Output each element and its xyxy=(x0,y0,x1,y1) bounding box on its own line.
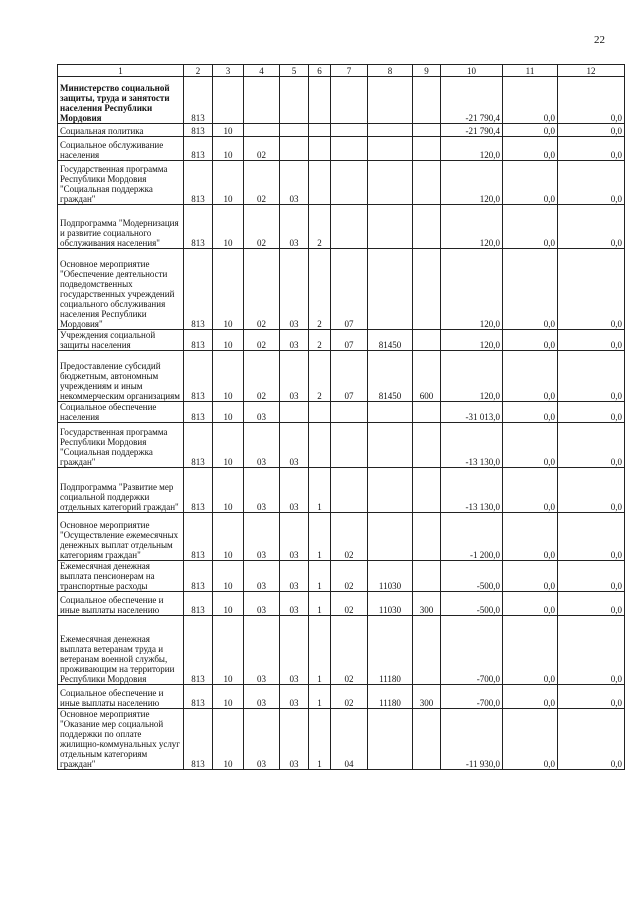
code-subsection: 02 xyxy=(244,351,280,402)
code-subsection xyxy=(244,124,280,137)
code-section: 10 xyxy=(213,402,244,423)
amount-year-2: 0,0 xyxy=(503,616,558,685)
amount-year-2: 0,0 xyxy=(503,592,558,616)
amount-year-2: 0,0 xyxy=(503,468,558,513)
code-subsection: 02 xyxy=(244,249,280,330)
amount-change: -13 130,0 xyxy=(441,423,503,468)
row-name: Государственная программа Республики Мордовия "Социальная поддержка граждан" xyxy=(58,423,184,468)
code-section: 10 xyxy=(213,249,244,330)
code-subprogram xyxy=(309,161,331,205)
row-name: Основное мероприятие "Осуществление ежемесячных денежных выплат отдельным категориям граждан" xyxy=(58,513,184,561)
amount-year-2: 0,0 xyxy=(503,330,558,351)
row-name: Основное мероприятие "Обеспечение деятельности подведомственных государственных учреждений социального обслуживания населения Республики Мордовия" xyxy=(58,249,184,330)
column-header: 6 xyxy=(309,65,331,77)
code-section: 10 xyxy=(213,513,244,561)
code-section: 10 xyxy=(213,423,244,468)
amount-year-3: 0,0 xyxy=(558,616,625,685)
code-program: 03 xyxy=(280,592,309,616)
table-row xyxy=(58,592,625,616)
code-subprogram: 1 xyxy=(309,616,331,685)
code-expense-type xyxy=(413,124,441,137)
code-ministry: 813 xyxy=(184,616,213,685)
table-row xyxy=(58,124,625,137)
row-name: Подпрограмма "Модернизация и развитие социального обслуживания населения" xyxy=(58,205,184,249)
row-name: Социальное обеспечение и иные выплаты населению xyxy=(58,592,184,616)
code-ministry: 813 xyxy=(184,77,213,124)
code-subprogram: 1 xyxy=(309,468,331,513)
code-expense-type: 300 xyxy=(413,685,441,709)
code-subprogram xyxy=(309,423,331,468)
amount-year-3: 0,0 xyxy=(558,561,625,592)
code-activity: 02 xyxy=(331,685,368,709)
amount-year-3: 0,0 xyxy=(558,124,625,137)
code-program: 03 xyxy=(280,423,309,468)
code-activity: 02 xyxy=(331,592,368,616)
code-activity: 04 xyxy=(331,709,368,770)
amount-year-3: 0,0 xyxy=(558,709,625,770)
amount-change: 120,0 xyxy=(441,205,503,249)
code-direction xyxy=(368,77,413,124)
code-section: 10 xyxy=(213,124,244,137)
code-activity xyxy=(331,205,368,249)
code-section xyxy=(213,77,244,124)
code-activity: 07 xyxy=(331,351,368,402)
amount-year-3: 0,0 xyxy=(558,330,625,351)
code-direction xyxy=(368,513,413,561)
amount-year-2: 0,0 xyxy=(503,561,558,592)
column-header: 11 xyxy=(503,65,558,77)
code-ministry: 813 xyxy=(184,205,213,249)
row-name: Социальное обеспечение и иные выплаты населению xyxy=(58,685,184,709)
table-row xyxy=(58,351,625,402)
code-direction xyxy=(368,137,413,161)
code-subsection: 03 xyxy=(244,561,280,592)
table-row xyxy=(58,709,625,770)
code-subsection: 03 xyxy=(244,423,280,468)
column-header: 8 xyxy=(368,65,413,77)
code-subsection: 03 xyxy=(244,468,280,513)
table-row xyxy=(58,685,625,709)
table-row xyxy=(58,161,625,205)
code-subsection: 03 xyxy=(244,616,280,685)
code-direction xyxy=(368,468,413,513)
row-name: Подпрограмма "Развитие мер социальной поддержки отдельных категорий граждан" xyxy=(58,468,184,513)
code-ministry: 813 xyxy=(184,330,213,351)
code-ministry: 813 xyxy=(184,592,213,616)
code-program xyxy=(280,77,309,124)
code-subsection: 03 xyxy=(244,685,280,709)
amount-year-3: 0,0 xyxy=(558,513,625,561)
amount-change: -31 013,0 xyxy=(441,402,503,423)
amount-year-2: 0,0 xyxy=(503,351,558,402)
code-direction xyxy=(368,205,413,249)
code-direction: 11030 xyxy=(368,592,413,616)
code-section: 10 xyxy=(213,351,244,402)
amount-year-2: 0,0 xyxy=(503,709,558,770)
code-program: 03 xyxy=(280,685,309,709)
code-section: 10 xyxy=(213,161,244,205)
code-subprogram: 1 xyxy=(309,561,331,592)
code-subprogram xyxy=(309,402,331,423)
code-subsection: 02 xyxy=(244,161,280,205)
code-expense-type xyxy=(413,468,441,513)
amount-year-2: 0,0 xyxy=(503,205,558,249)
amount-change: -500,0 xyxy=(441,561,503,592)
code-activity: 02 xyxy=(331,513,368,561)
code-ministry: 813 xyxy=(184,402,213,423)
code-subsection: 02 xyxy=(244,205,280,249)
row-name: Основное мероприятие "Оказание мер социальной поддержки по оплате жилищно-коммунальных услуг отдельным категориям граждан" xyxy=(58,709,184,770)
amount-year-3: 0,0 xyxy=(558,468,625,513)
code-activity xyxy=(331,137,368,161)
code-subsection: 02 xyxy=(244,137,280,161)
code-activity xyxy=(331,402,368,423)
code-section: 10 xyxy=(213,685,244,709)
code-program: 03 xyxy=(280,513,309,561)
amount-year-2: 0,0 xyxy=(503,249,558,330)
code-ministry: 813 xyxy=(184,513,213,561)
code-activity xyxy=(331,161,368,205)
code-ministry: 813 xyxy=(184,249,213,330)
code-ministry: 813 xyxy=(184,685,213,709)
code-subprogram xyxy=(309,137,331,161)
amount-year-2: 0,0 xyxy=(503,513,558,561)
code-expense-type xyxy=(413,513,441,561)
column-header: 3 xyxy=(213,65,244,77)
amount-year-2: 0,0 xyxy=(503,124,558,137)
code-expense-type xyxy=(413,330,441,351)
amount-year-3: 0,0 xyxy=(558,205,625,249)
column-header: 10 xyxy=(441,65,503,77)
column-header: 7 xyxy=(331,65,368,77)
amount-change: -1 200,0 xyxy=(441,513,503,561)
code-direction: 11180 xyxy=(368,685,413,709)
code-direction: 81450 xyxy=(368,330,413,351)
row-name: Государственная программа Республики Мордовия "Социальная поддержка граждан" xyxy=(58,161,184,205)
table-row xyxy=(58,137,625,161)
row-name: Предоставление субсидий бюджетным, автономным учреждениям и иным некоммерческим организациям xyxy=(58,351,184,402)
amount-change: -13 130,0 xyxy=(441,468,503,513)
amount-year-3: 0,0 xyxy=(558,137,625,161)
code-activity xyxy=(331,77,368,124)
code-expense-type xyxy=(413,616,441,685)
row-name: Ежемесячная денежная выплата ветеранам труда и ветеранам военной службы, проживающим на территории Республики Мордовия xyxy=(58,616,184,685)
code-expense-type xyxy=(413,402,441,423)
table-row xyxy=(58,330,625,351)
table-row xyxy=(58,468,625,513)
table-row xyxy=(58,423,625,468)
amount-change: -700,0 xyxy=(441,685,503,709)
row-name: Социальное обслуживание населения xyxy=(58,137,184,161)
amount-year-3: 0,0 xyxy=(558,351,625,402)
row-name: Ежемесячная денежная выплата пенсионерам на транспортные расходы xyxy=(58,561,184,592)
table-row xyxy=(58,249,625,330)
code-ministry: 813 xyxy=(184,423,213,468)
code-expense-type: 600 xyxy=(413,351,441,402)
code-expense-type xyxy=(413,249,441,330)
code-subsection: 02 xyxy=(244,330,280,351)
amount-year-3: 0,0 xyxy=(558,685,625,709)
column-header: 1 xyxy=(58,65,184,77)
code-subsection: 03 xyxy=(244,402,280,423)
code-section: 10 xyxy=(213,205,244,249)
code-expense-type xyxy=(413,137,441,161)
code-activity xyxy=(331,423,368,468)
code-program xyxy=(280,402,309,423)
code-direction xyxy=(368,249,413,330)
table-row xyxy=(58,402,625,423)
code-program: 03 xyxy=(280,468,309,513)
amount-year-2: 0,0 xyxy=(503,137,558,161)
code-expense-type xyxy=(413,77,441,124)
code-direction: 11180 xyxy=(368,616,413,685)
code-program: 03 xyxy=(280,161,309,205)
amount-year-3: 0,0 xyxy=(558,423,625,468)
code-activity: 07 xyxy=(331,330,368,351)
code-program: 03 xyxy=(280,561,309,592)
code-program: 03 xyxy=(280,249,309,330)
code-ministry: 813 xyxy=(184,124,213,137)
amount-year-3: 0,0 xyxy=(558,402,625,423)
code-section: 10 xyxy=(213,616,244,685)
code-program: 03 xyxy=(280,330,309,351)
row-name: Министерство социальной защиты, труда и занятости населения Республики Мордовия xyxy=(58,77,184,124)
column-header: 12 xyxy=(558,65,625,77)
header-row xyxy=(58,65,625,77)
code-ministry: 813 xyxy=(184,137,213,161)
code-direction xyxy=(368,124,413,137)
row-name: Социальная политика xyxy=(58,124,184,137)
code-subsection: 03 xyxy=(244,513,280,561)
code-direction: 81450 xyxy=(368,351,413,402)
table-row xyxy=(58,205,625,249)
amount-year-3: 0,0 xyxy=(558,161,625,205)
code-section: 10 xyxy=(213,468,244,513)
column-header: 2 xyxy=(184,65,213,77)
code-ministry: 813 xyxy=(184,709,213,770)
amount-change: -500,0 xyxy=(441,592,503,616)
column-header: 9 xyxy=(413,65,441,77)
table-row xyxy=(58,513,625,561)
code-direction xyxy=(368,161,413,205)
column-header: 5 xyxy=(280,65,309,77)
code-direction xyxy=(368,402,413,423)
amount-change: 120,0 xyxy=(441,351,503,402)
code-subprogram: 2 xyxy=(309,249,331,330)
code-subsection xyxy=(244,77,280,124)
row-name: Учреждения социальной защиты населения xyxy=(58,330,184,351)
code-direction xyxy=(368,709,413,770)
amount-change: 120,0 xyxy=(441,249,503,330)
amount-year-2: 0,0 xyxy=(503,402,558,423)
amount-year-2: 0,0 xyxy=(503,77,558,124)
code-expense-type: 300 xyxy=(413,592,441,616)
code-section: 10 xyxy=(213,561,244,592)
code-subprogram xyxy=(309,124,331,137)
code-ministry: 813 xyxy=(184,468,213,513)
code-section: 10 xyxy=(213,330,244,351)
code-program: 03 xyxy=(280,616,309,685)
code-subprogram: 2 xyxy=(309,205,331,249)
table-row xyxy=(58,616,625,685)
code-section: 10 xyxy=(213,137,244,161)
code-activity xyxy=(331,468,368,513)
column-header: 4 xyxy=(244,65,280,77)
code-subprogram: 1 xyxy=(309,709,331,770)
code-expense-type xyxy=(413,205,441,249)
budget-table xyxy=(57,64,625,770)
amount-change: -21 790,4 xyxy=(441,124,503,137)
amount-year-2: 0,0 xyxy=(503,423,558,468)
code-activity: 02 xyxy=(331,561,368,592)
code-program: 03 xyxy=(280,205,309,249)
amount-year-2: 0,0 xyxy=(503,685,558,709)
code-program: 03 xyxy=(280,351,309,402)
amount-year-3: 0,0 xyxy=(558,592,625,616)
amount-year-2: 0,0 xyxy=(503,161,558,205)
page-number: 22 xyxy=(594,34,605,46)
code-subprogram: 2 xyxy=(309,351,331,402)
code-expense-type xyxy=(413,423,441,468)
code-activity: 02 xyxy=(331,616,368,685)
amount-change: 120,0 xyxy=(441,330,503,351)
amount-year-3: 0,0 xyxy=(558,249,625,330)
amount-change: -21 790,4 xyxy=(441,77,503,124)
code-program: 03 xyxy=(280,709,309,770)
code-subprogram: 1 xyxy=(309,592,331,616)
code-subprogram: 2 xyxy=(309,330,331,351)
code-ministry: 813 xyxy=(184,561,213,592)
code-program xyxy=(280,137,309,161)
code-subsection: 03 xyxy=(244,709,280,770)
code-expense-type xyxy=(413,161,441,205)
amount-change: 120,0 xyxy=(441,161,503,205)
code-expense-type xyxy=(413,709,441,770)
code-subprogram xyxy=(309,77,331,124)
code-subprogram: 1 xyxy=(309,685,331,709)
code-activity xyxy=(331,124,368,137)
table-row xyxy=(58,561,625,592)
code-direction: 11030 xyxy=(368,561,413,592)
code-ministry: 813 xyxy=(184,161,213,205)
code-section: 10 xyxy=(213,709,244,770)
code-ministry: 813 xyxy=(184,351,213,402)
code-expense-type xyxy=(413,561,441,592)
amount-change: -700,0 xyxy=(441,616,503,685)
code-subsection: 03 xyxy=(244,592,280,616)
code-program xyxy=(280,124,309,137)
code-section: 10 xyxy=(213,592,244,616)
row-name: Социальное обеспечение населения xyxy=(58,402,184,423)
code-activity: 07 xyxy=(331,249,368,330)
amount-year-3: 0,0 xyxy=(558,77,625,124)
amount-change: 120,0 xyxy=(441,137,503,161)
code-direction xyxy=(368,423,413,468)
table-row xyxy=(58,77,625,124)
code-subprogram: 1 xyxy=(309,513,331,561)
amount-change: -11 930,0 xyxy=(441,709,503,770)
